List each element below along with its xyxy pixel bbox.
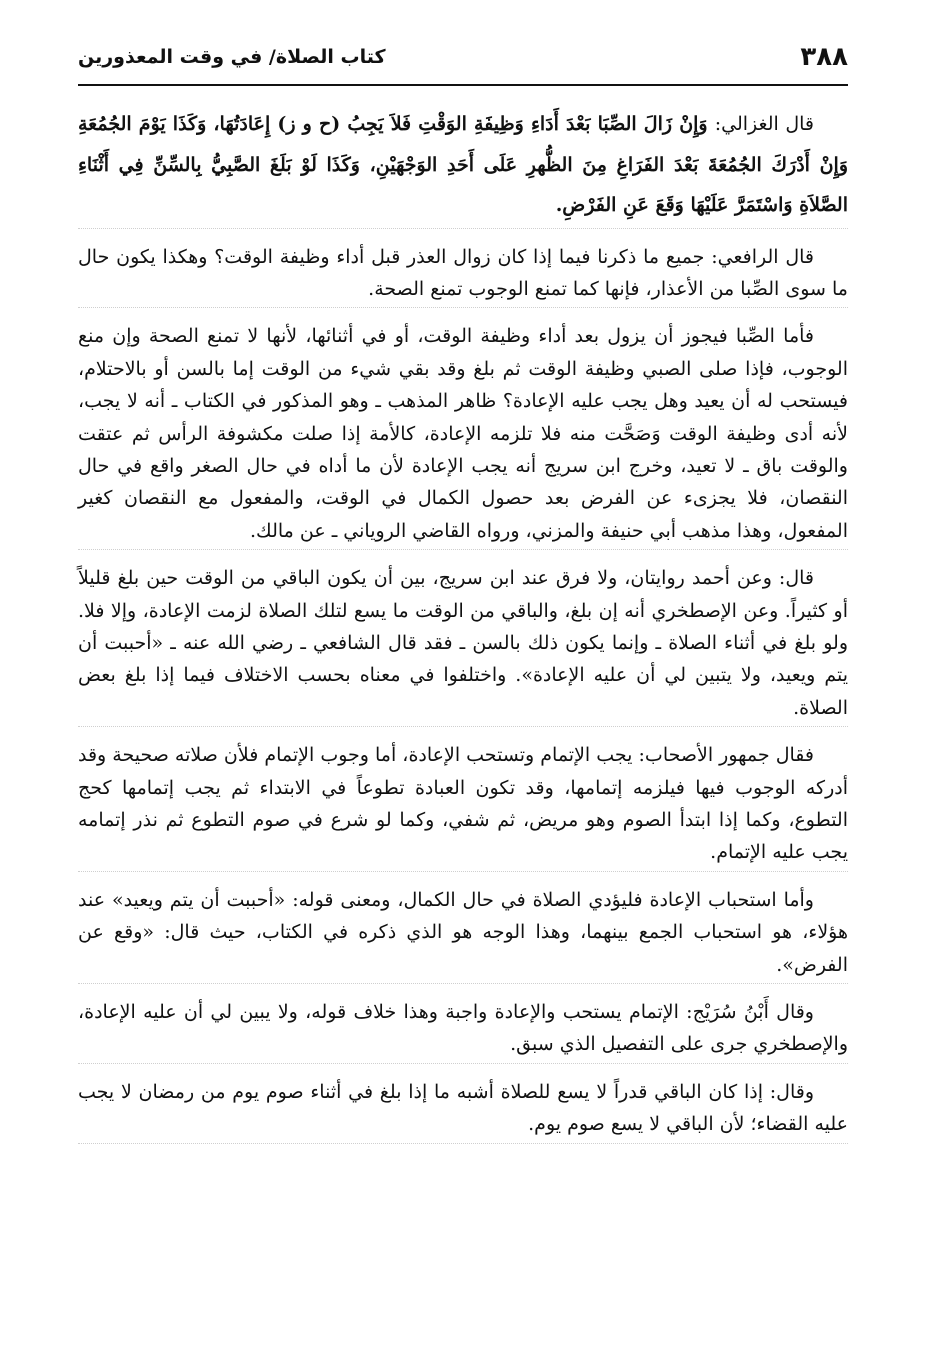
paragraph-quote-ghazali (78, 104, 848, 229)
paragraph-siba: فأما الصِّبا فيجوز أن يزول بعد أداء وظيفة الوقت، أو في أثنائها، لأنها لا تمنع الصحة وإن منع الوجوب، فإذا صلى الصبي وظيفة الوقت ثم بلغ وقد بقي شيء من الوقت إما بالسن أو بالاحتلام، فيستحب له أن يعيد وهل يجب عليه الإعادة؟ ظاهر المذهب ـ وهو المذكور في الكتاب ـ أنه لا يجب، لأنه أدى وظيفة الوقت وَصَحَّت منه فلا تلزمه الإعادة، كالأمة إذا صلت مكشوفة الرأس ثم عتقت والوقت باق ـ لا تعيد، وخرج ابن سريج أنه يجب الإعادة لأن ما أداه في حال الصغر واقع في حال النقصان، فلا يجزىء عن الفرض بعد حصول الكمال في الوقت، والمفعول مع النقصان كغير المفعول، وهذا مذهب أبي حنيفة والمزني، ورواه القاضي الروياني ـ عن مالك. (78, 320, 848, 550)
page-number: ٣٨٨ (800, 42, 848, 72)
paragraph-baqi: وقال: إذا كان الباقي قدراً لا يسع للصلاة أشبه ما إذا بلغ في أثناء صوم يوم من رمضان لا يجب عليه القضاء؛ لأن الباقي لا يسع صوم يوم. (78, 1076, 848, 1144)
body-text (78, 104, 848, 1156)
paragraph-text: وَإِنْ زَالَ الصِّبَا بَعْدَ أَدَاءِ وَظِيفَةِ الوَقْتِ فَلاَ يَجِبُ (ح و ز) إِعَادَتُهَا، وَكَذَا يَوْمَ الجُمُعَةِ وَإِنْ أَدْرَكَ الجُمُعَةَ بَعْدَ الفَرَاغِ مِنَ الظُّهرِ عَلَى أَحَدِ الوَجْهَيْنِ، وَكَذَا لَوْ بَلَغَ الصَّبِيُّ بِالسِّنِّ فِي أَثْنَاءِ الصَّلاَةِ وَاسْتَمَرَّ عَلَيْهَا وَقَعَ عَنِ الفَرْضِ. (78, 113, 848, 216)
running-title: كتاب الصلاة/ في وقت المعذورين (78, 46, 386, 68)
paragraph-istihbab: وأما استحباب الإعادة فليؤدي الصلاة في حال الكمال، ومعنى قوله: «أحببت أن يتم ويعيد» عند هؤلاء، هو استحباب الجمع بينهما، وهذا الوجه هو الذي ذكره في الكتاب، حيث قال: «وقع عن الفرض». (78, 884, 848, 984)
paragraph-lead: قال الغزالي: (714, 113, 814, 135)
paragraph-rafii-intro: قال الرافعي: جميع ما ذكرنا فيما إذا كان زوال العذر قبل أداء وظيفة الوقت؟ وهكذا يكون حال ما سوى الصِّبا من الأعذار، فإنها كما تمنع الوجوب تمنع الصحة. (78, 241, 848, 309)
paragraph-jumhur: فقال جمهور الأصحاب: يجب الإتمام وتستحب الإعادة، أما وجوب الإتمام فلأن صلاته صحيحة وقد أدركه الوجوب فيها فيلزمه إتمامها، وقد تكون العبادة تطوعاً في الابتداء ثم يجب إتمامها كحج التطوع، وكما إذا ابتدأ الصوم وهو مريض، ثم شفي، وكما لو شرع في صوم التطوع ثم نذر إتمامه يجب عليه الإتمام. (78, 739, 848, 872)
page-header (78, 40, 848, 86)
paragraph-ibn-surayj: وقال أَبْنُ سُرَيْج: الإتمام يستحب والإعادة واجبة وهذا خلاف قوله، ولا يبين لي أن عليه الإعادة، والإصطخري جرى على التفصيل الذي سبق. (78, 996, 848, 1064)
paragraph-ahmad: قال: وعن أحمد روايتان، ولا فرق عند ابن سريج، بين أن يكون الباقي من الوقت حين بلغ قليلاً أو كثيراً. وعن الإصطخري أنه إن بلغ، والباقي من الوقت ما يسع لتلك الصلاة لزمت الإعادة، وإلا فلا. ولو بلغ في أثناء الصلاة ـ وإنما يكون ذلك بالسن ـ فقد قال الشافعي ـ رضي الله عنه ـ «أحببت أن يتم ويعيد، ولا يتبين لي أن عليه الإعادة». واختلفوا في معناه بحسب الاختلاف فيما إذا بلغ بعض الصلاة. (78, 562, 848, 727)
